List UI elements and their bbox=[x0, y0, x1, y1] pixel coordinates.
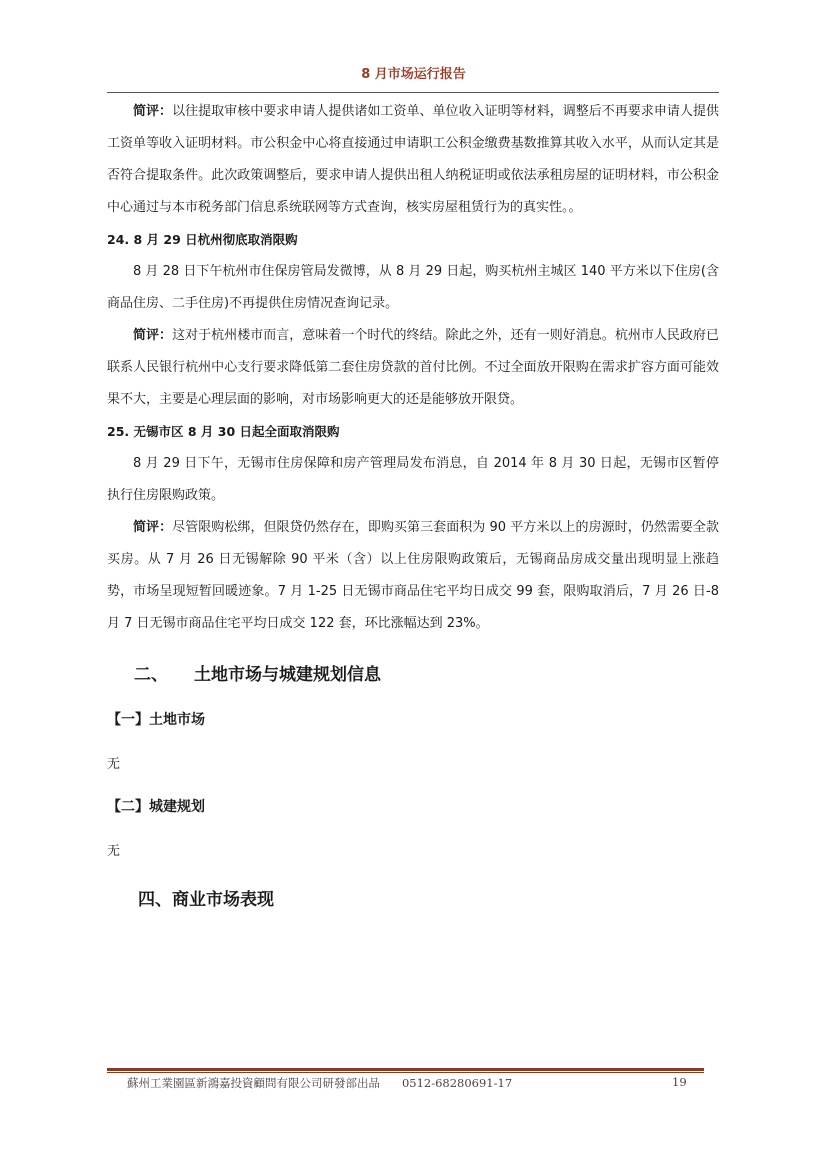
subsection-land-market-body: 无 bbox=[107, 757, 121, 772]
commentary-label: 简评： bbox=[133, 104, 173, 119]
commentary-label: 简评： bbox=[133, 520, 173, 535]
item-25-heading: 25. 无锡市区 8 月 30 日起全面取消限购 bbox=[107, 424, 340, 439]
section-2-title: 土地市场与城建规划信息 bbox=[194, 665, 381, 685]
section-2-number: 二、 bbox=[134, 665, 168, 685]
commentary-text: 尽管限购松绑，但限贷仍然存在，即购买第三套面积为 90 平方米以上的房源时，仍然需要全款买房。从 7 月 26 日无锡解除 90 平米（含）以上住房限购政策后，无锡商品房成交量出现明显上涨趋势，市场呈现短暂回暖迹象。7 月 1-25 日无锡市商品住宅平均日成交 99 套，限购取消后，7 月 26 日-8 月 7 日无锡市商品住宅平均日成交 122 套，环比涨幅达到 23%。 bbox=[107, 520, 719, 631]
section-4-heading: 四、商业市场表现 bbox=[138, 890, 274, 910]
header-title: 8 月市场运行报告 bbox=[361, 67, 466, 82]
subsection-land-market-heading: 【一】土地市场 bbox=[107, 712, 205, 728]
item-25-text: 8 月 29 日下午，无锡市住房保障和房产管理局发布消息，自 2014 年 8 月 30 日起，无锡市区暂停执行住房限购政策。 bbox=[107, 456, 719, 503]
document-body bbox=[107, 96, 719, 910]
subsection-urban-planning-heading: 【二】城建规划 bbox=[107, 799, 205, 815]
item-24-commentary bbox=[107, 320, 719, 416]
item-24-heading: 24. 8 月 29 日杭州彻底取消限购 bbox=[107, 232, 298, 247]
commentary-text: 以往提取审核中要求申请人提供诸如工资单、单位收入证明等材料，调整后不再要求申请人提供工资单等收入证明材料。市公积金中心将直接通过申请职工公积金缴费基数推算其收入水平，从而认定其是否符合提取条件。此次政策调整后，要求申请人提供出租人纳税证明或依法承租房屋的证明材料，市公积金中心通过与本市税务部门信息系统联网等方式查询，核实房屋租赁行为的真实性。。 bbox=[107, 104, 719, 215]
footer-credit bbox=[127, 1075, 512, 1091]
commentary-text: 这对于杭州楼市而言，意味着一个时代的终结。除此之外，还有一则好消息。杭州市人民政府已联系人民银行杭州中心支行要求降低第二套住房贷款的首付比例。不过全面放开限购在需求扩容方面可能效果不大，主要是心理层面的影响，对市场影响更大的还是能够放开限贷。 bbox=[107, 328, 719, 407]
footer-phone: 0512-68280691-17 bbox=[401, 1076, 513, 1090]
item-24-text: 8 月 28 日下午杭州市住保房管局发微博，从 8 月 29 日起，购买杭州主城区 140 平方米以下住房(含商品住房、二手住房)不再提供住房情况查询记录。 bbox=[107, 264, 719, 311]
commentary-label: 简评： bbox=[133, 328, 173, 343]
commentary-paragraph bbox=[107, 96, 719, 224]
footer-divider-thick bbox=[107, 1068, 704, 1071]
footer-divider-thin bbox=[107, 1072, 704, 1073]
item-25-commentary bbox=[107, 512, 719, 640]
page-number: 19 bbox=[672, 1075, 687, 1089]
section-2-heading bbox=[107, 660, 719, 685]
footer-company: 蘇州工業園區新鴻嘉投資顧問有限公司研發部出品 bbox=[127, 1076, 380, 1090]
header-divider bbox=[107, 92, 719, 93]
subsection-urban-planning-body: 无 bbox=[107, 844, 121, 859]
